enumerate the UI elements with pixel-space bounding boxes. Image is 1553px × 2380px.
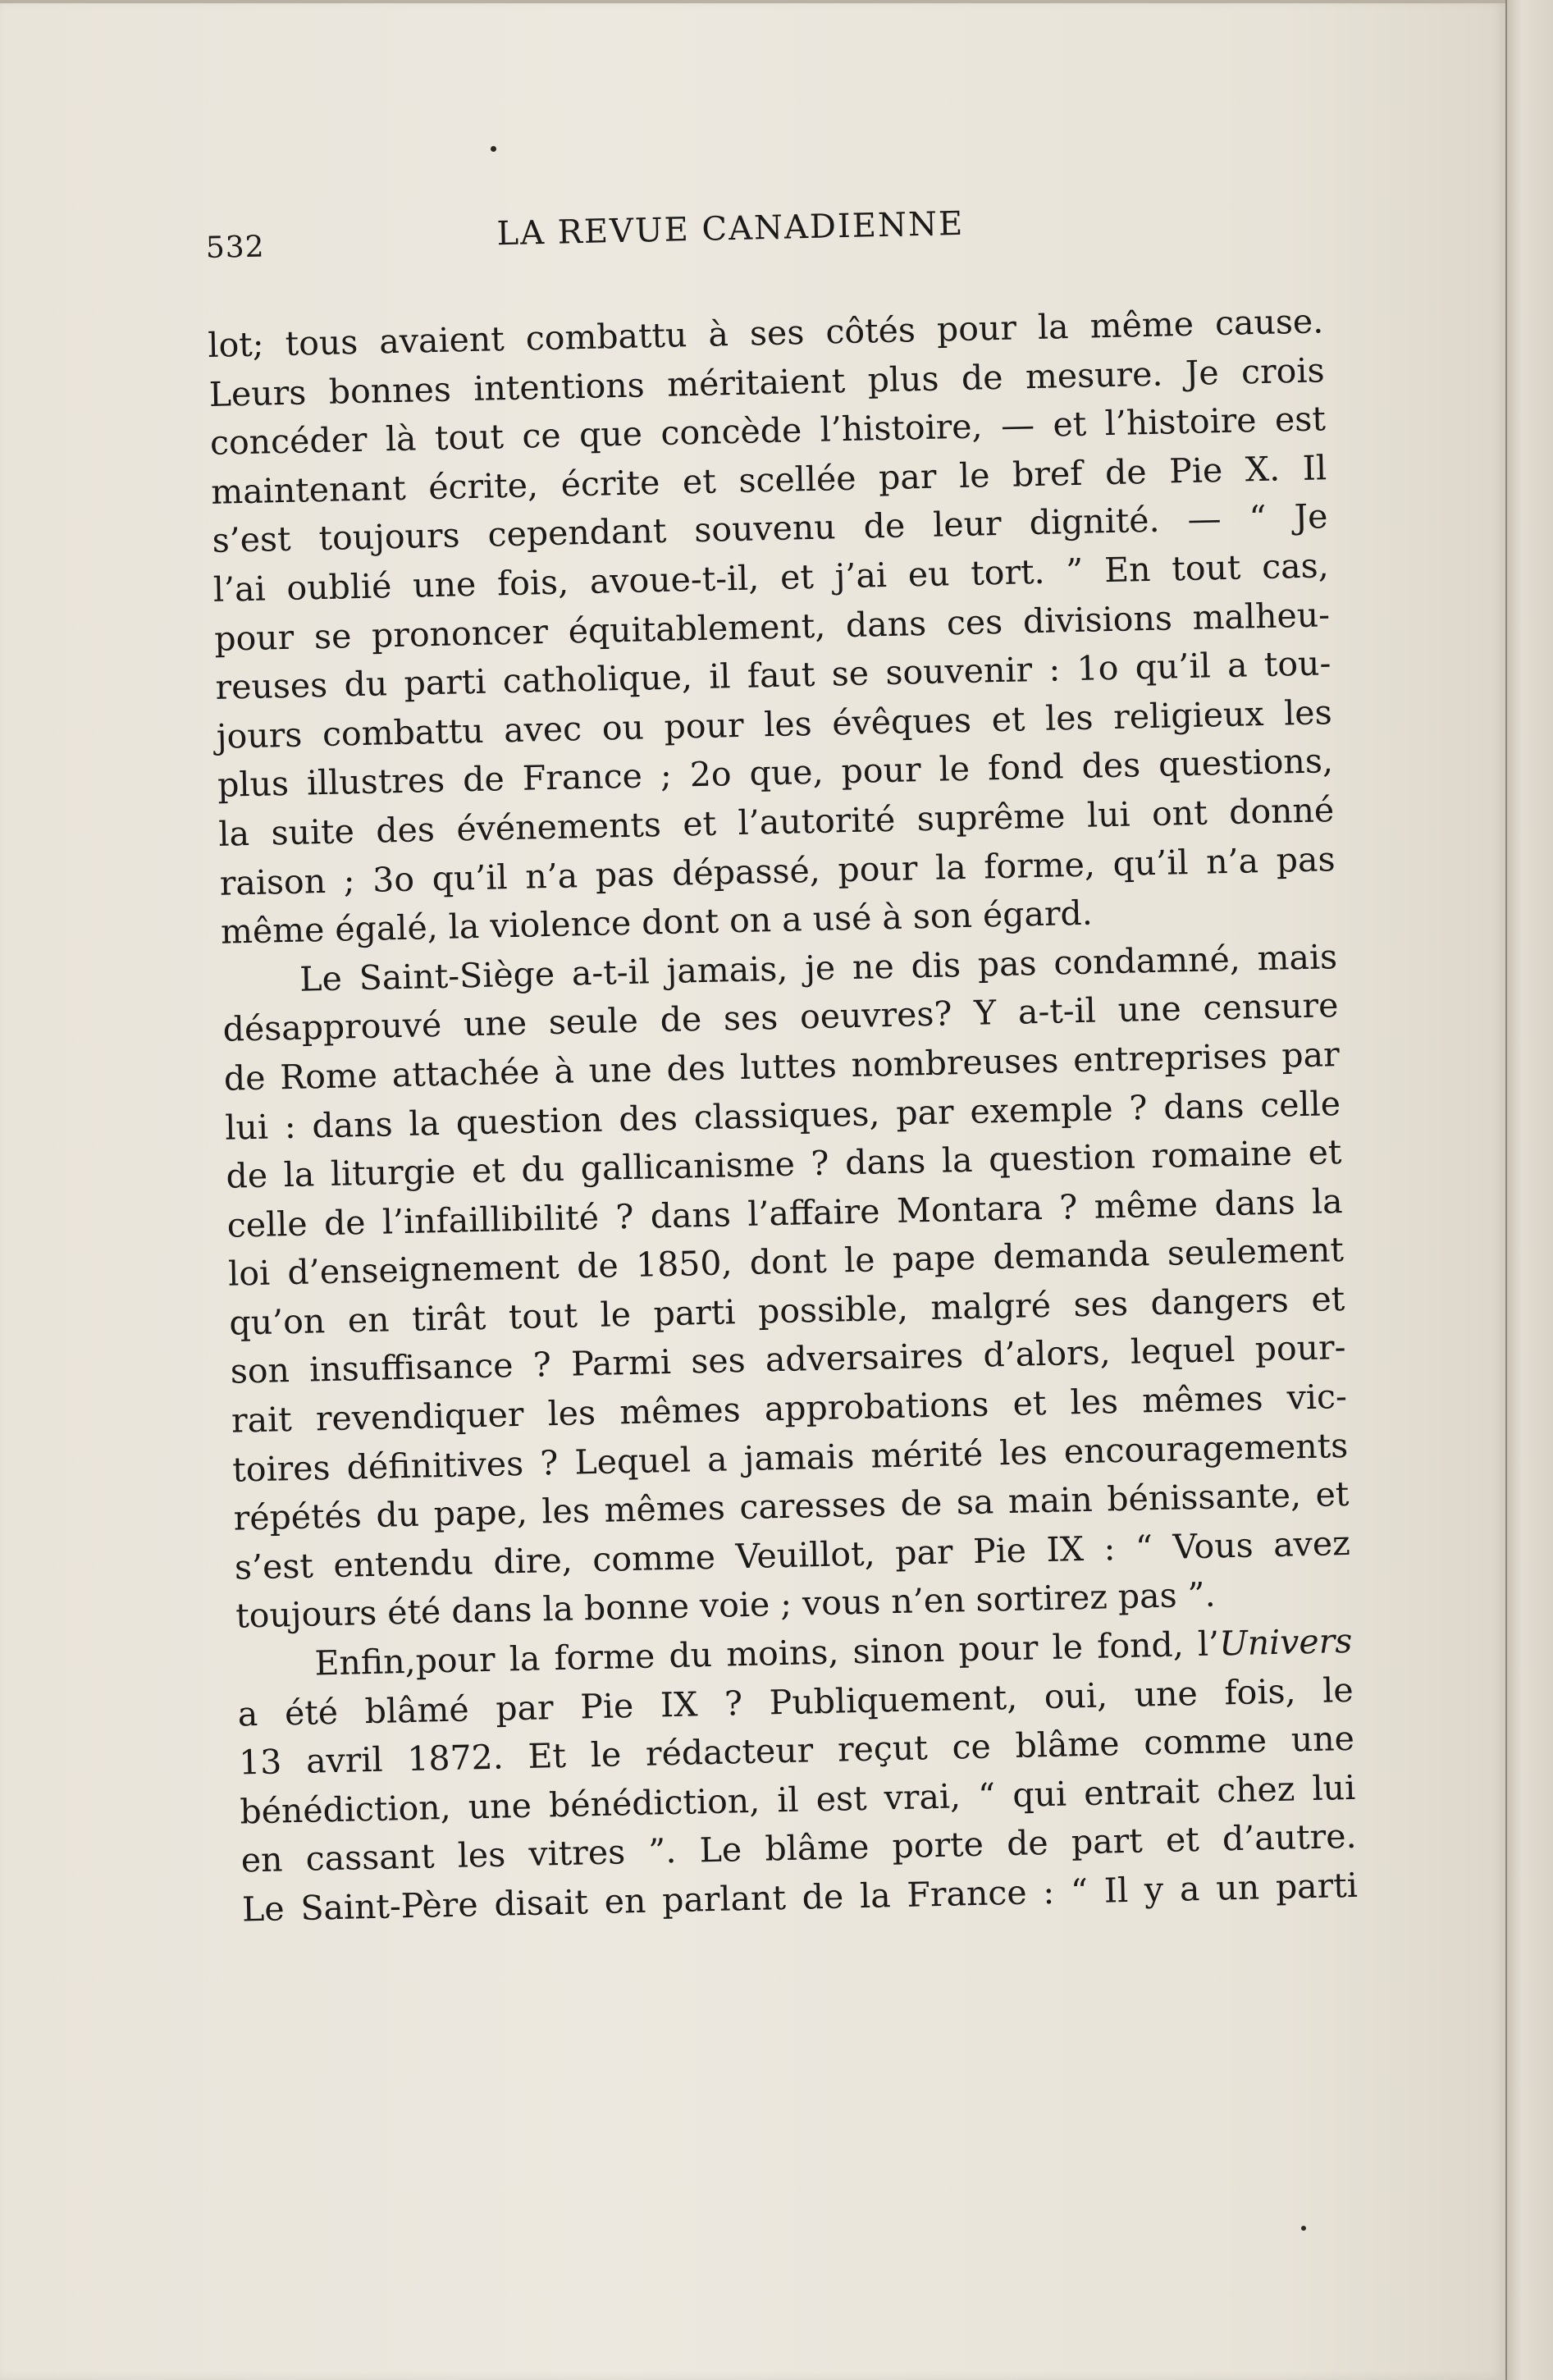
- text-line: lot; tous avaient combattu à ses côtés pour la même cause.: [207, 301, 1324, 365]
- text-line: répétés du pape, les mêmes caresses de sa main bénissante, et: [233, 1474, 1350, 1538]
- text-line: 13 avril 1872. Et le rédacteur reçut ce blâme comme une: [238, 1719, 1355, 1783]
- text-line: s’est entendu dire, comme Veuillot, par Pie IX : “ Vous avez: [234, 1523, 1351, 1587]
- text-line: lui : dans la question des classiques, par exemple ? dans celle: [224, 1083, 1341, 1148]
- text-line: jours combattu avec ou pour les évêques et les religieux les: [216, 692, 1333, 756]
- text-line: concéder là tout ce que concède l’histoire, — et l’histoire est: [209, 399, 1327, 464]
- text-line: son insuffisance ? Parmi ses adversaires d’alors, lequel pour-: [230, 1327, 1346, 1392]
- text-line: raison ; 3o qu’il n’a pas dépassé, pour la forme, qu’il n’a pas: [219, 838, 1336, 903]
- text-line: plus illustres de France ; 2o que, pour le fond des questions,: [217, 741, 1334, 806]
- ink-speck: [1301, 2226, 1306, 2231]
- text-block: [205, 190, 1358, 1935]
- text-line: en cassant les vitres ”. Le blâme porte de part et d’autre.: [240, 1816, 1357, 1880]
- text-line: Leurs bonnes intentions méritaient plus de mesure. Je crois: [208, 349, 1325, 414]
- text-line: bénédiction, une bénédiction, il est vrai, “ qui entrait chez lui: [239, 1767, 1356, 1832]
- text-line: toujours été dans la bonne voie ; vous n’en sortirez pas ”.: [235, 1574, 1217, 1637]
- text-line: l’ai oublié une fois, avoue-t-il, et j’ai eu tort. ” En tout cas,: [212, 546, 1330, 610]
- text-run: Enfin,pour la forme du moins, sinon pour le fond, l’: [314, 1624, 1220, 1683]
- text-line: de Rome attachée à une des luttes nombreuses entreprises par: [223, 1034, 1341, 1099]
- text-line: reuses du parti catholique, il faut se souvenir : 1o qu’il a tou-: [215, 643, 1331, 708]
- ink-speck: [491, 146, 496, 152]
- text-line: loi d’enseignement de 1850, dont le pape demanda seulement: [227, 1230, 1345, 1294]
- italic-title: Univers: [1218, 1620, 1353, 1664]
- page-number: 532: [205, 230, 266, 265]
- text-line: de la liturgie et du gallicanisme ? dans la question romaine et: [226, 1132, 1342, 1196]
- body-text: [208, 297, 1359, 1935]
- text-line: même égalé, la violence dont on a usé à son égard.: [220, 893, 1094, 952]
- text-line: toires définitives ? Lequel a jamais mérité les encouragements: [231, 1425, 1349, 1490]
- page-top-edge: [0, 0, 1505, 3]
- page-header: [205, 190, 1322, 281]
- text-line: a été blâmé par Pie IX ? Publiquement, oui, une fois, le: [237, 1670, 1354, 1734]
- text-line: s’est toujours cependant souvenu de leur dignité. — “ Je: [212, 496, 1328, 561]
- text-line: qu’on en tirât tout le parti possible, malgré ses dangers et: [228, 1278, 1345, 1343]
- text-line: pour se prononcer équitablement, dans ces divisions malheu-: [213, 594, 1331, 659]
- text-line: rait revendiquer les mêmes approbations et les mêmes vic-: [231, 1377, 1348, 1441]
- text-line: celle de l’infaillibilité ? dans l’affaire Montara ? même dans la: [226, 1181, 1344, 1245]
- text-line: la suite des événements et l’autorité suprême lui ont donné: [217, 790, 1335, 854]
- text-line: Le Saint-Père disait en parlant de la France : “ Il y a un parti: [241, 1865, 1359, 1930]
- running-title: LA REVUE CANADIENNE: [496, 204, 965, 254]
- text-line: Le Saint-Siège a-t-il jamais, je ne dis pas condamné, mais: [299, 936, 1338, 999]
- text-line: désapprouvé une seule de ses oeuvres? Y a-t-il une censure: [222, 985, 1339, 1050]
- page-edge: [1505, 0, 1553, 2380]
- text-line: maintenant écrite, écrite et scellée par le bref de Pie X. Il: [210, 448, 1327, 512]
